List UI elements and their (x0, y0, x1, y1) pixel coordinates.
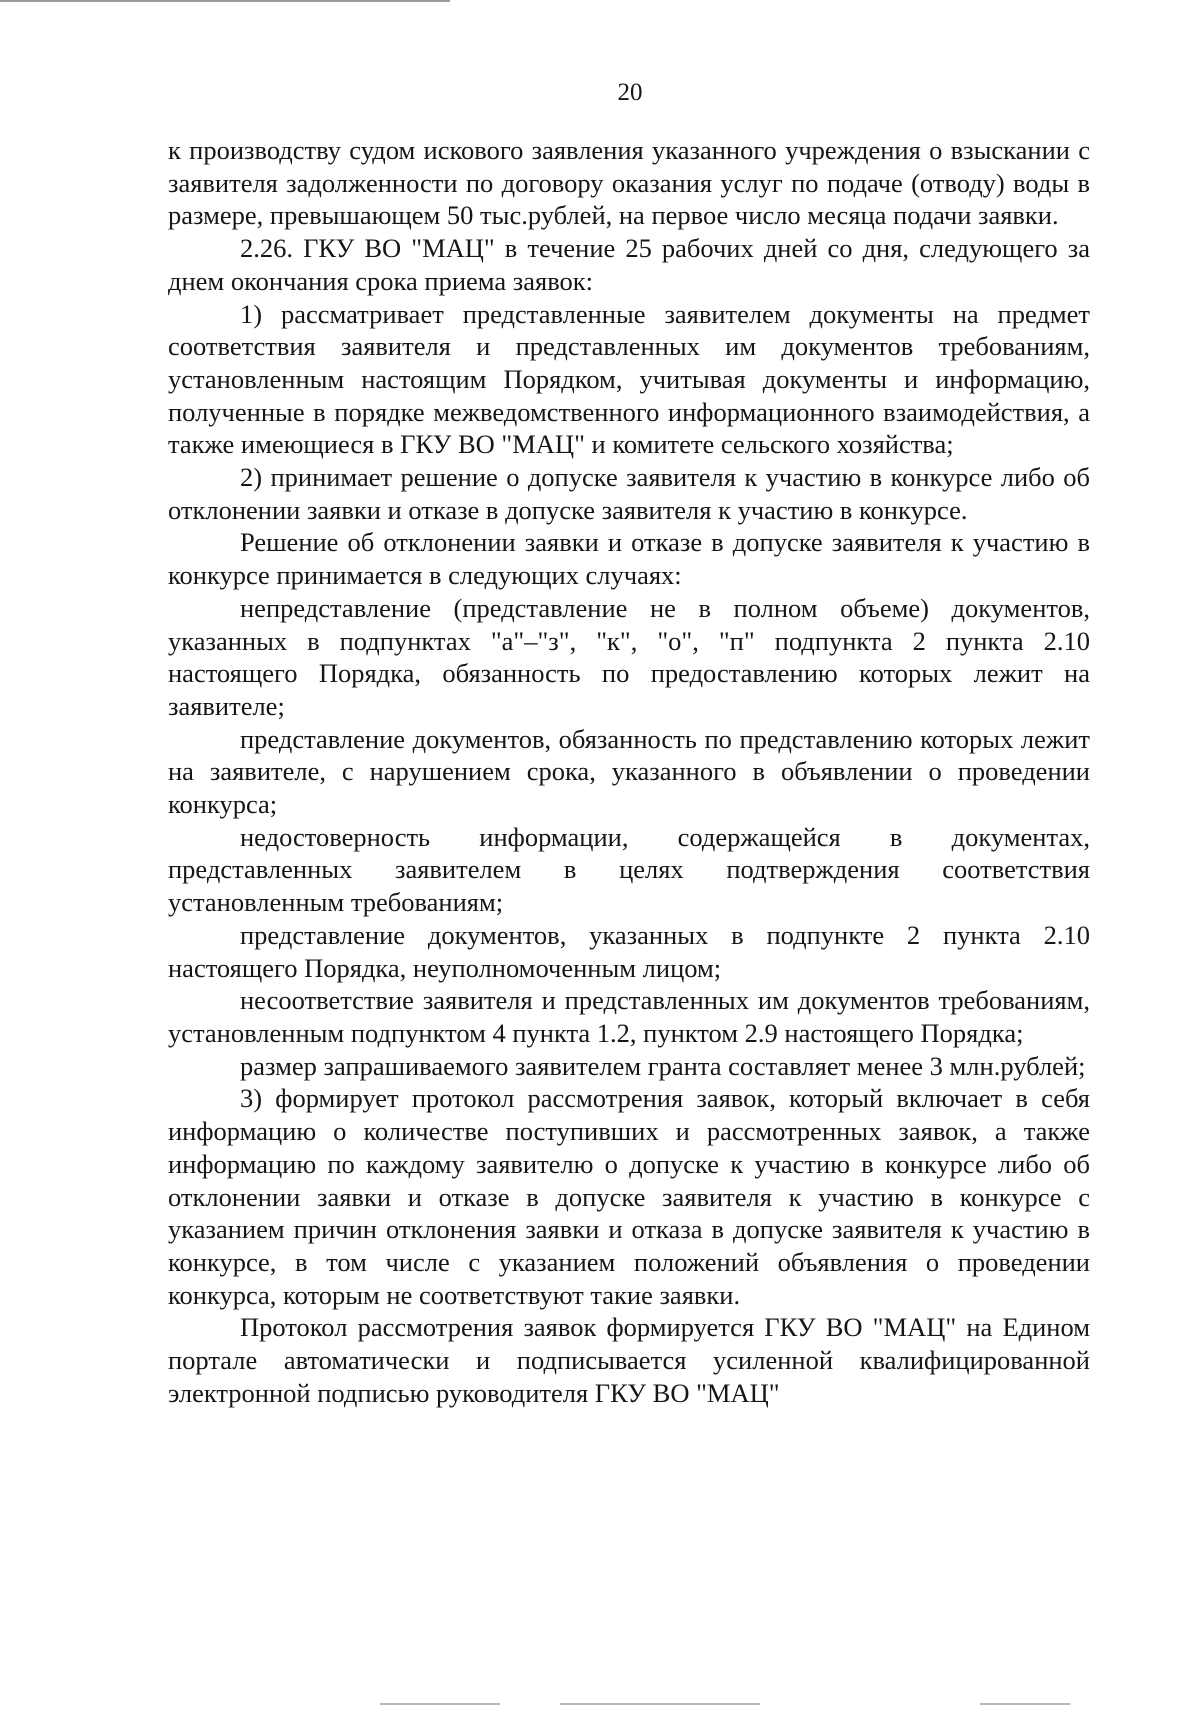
paragraph-protocol: Протокол рассмотрения заявок формируется ГКУ ВО "МАЦ" на Едином портале автоматически и подписывается усиленной квалифицированной электронной подписью руководителя ГКУ ВО "МАЦ" (168, 1312, 1090, 1408)
scan-noise-mark (980, 1703, 1070, 1705)
paragraph-continuation: к производству судом искового заявления указанного учреждения о взыскании с заявителя задолженности по договору оказания услуг по подаче (отводу) воды в размере, превышающем 50 тыс.рублей, на первое число месяца подачи заявки. (168, 135, 1090, 231)
paragraph-subitem-2: 2) принимает решение о допуске заявителя к участию в конкурсе либо об отклонении заявки и отказе в допуске заявителя к участию в конкурсе. (168, 462, 1090, 525)
paragraph-reason-unreliable-info: недостоверность информации, содержащейся в документах, представленных заявителем в целях подтверждения соответствия установленным требованиям; (168, 821, 1090, 918)
paragraph-reason-late-submission: представление документов, обязанность по представлению которых лежит на заявителе, с нарушением срока, указанного в объявлении о проведении конкурса; (168, 723, 1090, 820)
paragraph-reason-grant-size: размер запрашиваемого заявителем гранта составляет менее 3 млн.рублей; (240, 1050, 1086, 1081)
paragraph-reason-noncompliance: несоответствие заявителя и представленных им документов требованиям, установленным подпунктом 4 пункта 1.2, пунктом 2.9 настоящего Порядка; (168, 985, 1090, 1048)
paragraph-reason-nonsubmission: непредставление (представление не в полном объеме) документов, указанных в подпунктах "а"–"з", "к", "о", "п" подпункта 2 пункта 2.10 настоящего Порядка, обязанность по предоставлению которых лежит на заявителе; (168, 592, 1090, 721)
document-body (168, 134, 1090, 1409)
scan-noise-mark (560, 1703, 760, 1705)
paragraph-reason-unauthorized-person: представление документов, указанных в подпункте 2 пункта 2.10 настоящего Порядка, неуполномоченным лицом; (168, 919, 1090, 983)
scan-noise-mark (380, 1703, 500, 1705)
scan-edge-line (0, 0, 450, 2)
paragraph-clause-2-26: 2.26. ГКУ ВО "МАЦ" в течение 25 рабочих дней со дня, следующего за днем окончания срока приема заявок: (168, 233, 1090, 296)
paragraph-rejection-intro: Решение об отклонении заявки и отказе в допуске заявителя к участию в конкурсе принимается в следующих случаях: (168, 527, 1090, 591)
page-number: 20 (617, 79, 643, 106)
paragraph-subitem-1: 1) рассматривает представленные заявителем документы на предмет соответствия заявителя и представленных им документов требованиям, установленным настоящим Порядком, учитывая документы и информацию, полученные в порядке межведомственного информационного взаимодействия, а также имеющиеся в ГКУ ВО "МАЦ" и комитете сельского хозяйства; (168, 298, 1090, 460)
paragraph-subitem-3: 3) формирует протокол рассмотрения заявок, который включает в себя информацию о количестве поступивших и рассмотренных заявок, а также информацию по каждому заявителю о допуске к участию в конкурсе либо об отклонении заявки и отказе в допуске заявителя к участию в конкурсе с указанием причин отклонения заявки и отказа в допуске заявителя к участию в конкурсе, в том числе с указанием положений объявления о проведении конкурса, которым не соответствуют такие заявки. (168, 1083, 1090, 1310)
